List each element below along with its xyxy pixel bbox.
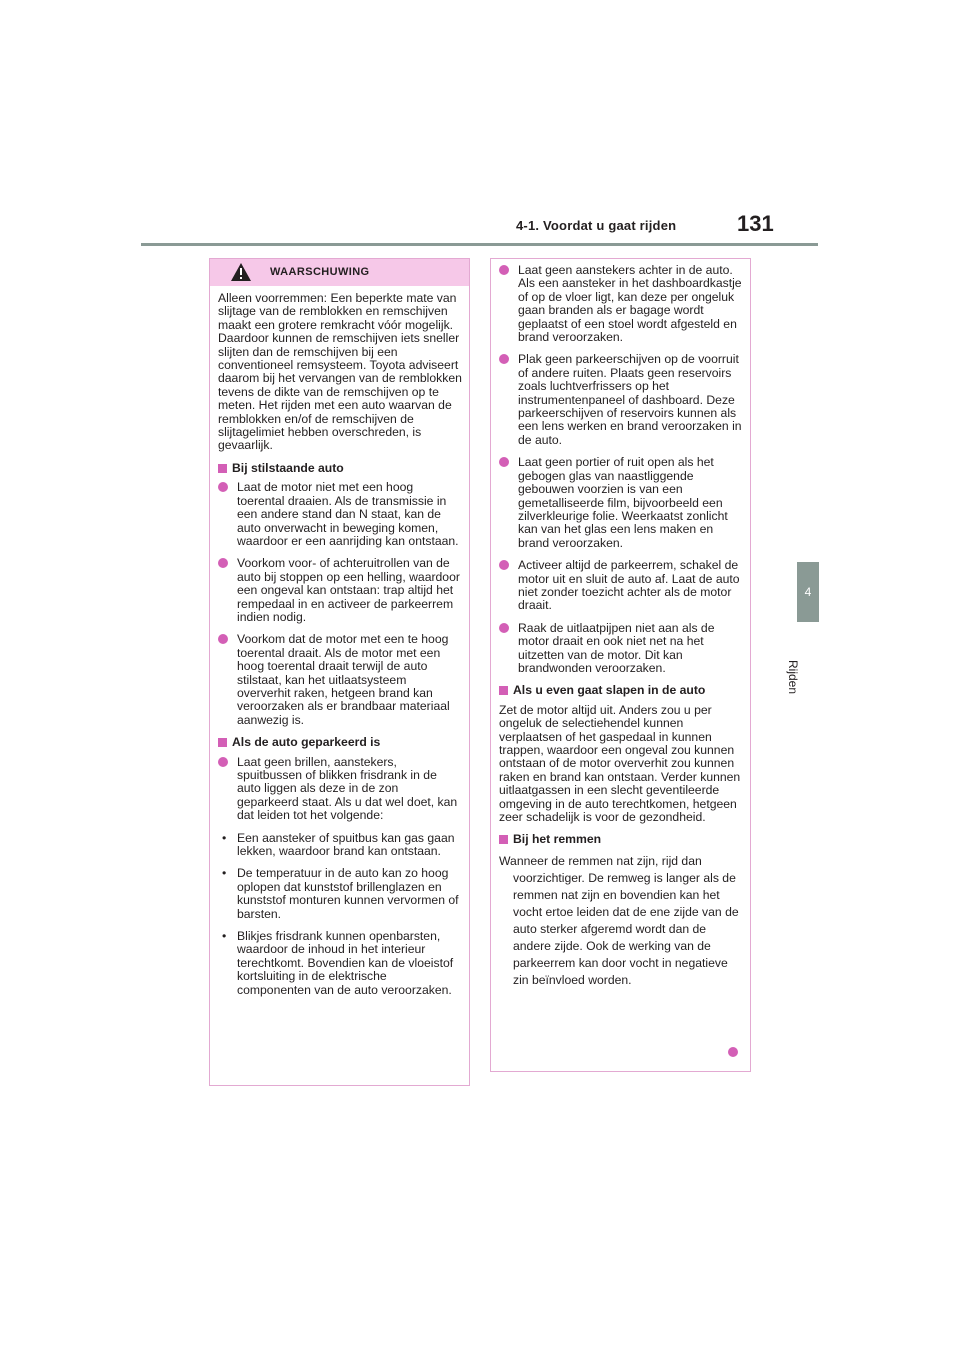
- page-number: 131: [737, 211, 774, 236]
- warning-triangle-icon: [230, 262, 252, 282]
- list-item: Voorkom voor- of achteruitrollen van de auto bij stoppen op een helling, waardoor een ongeval kan ontstaan: trap altijd het rempedaal in en activeer de parkeerrem indien nodig.: [218, 557, 462, 624]
- bullet-icon: [218, 757, 228, 767]
- list-item: Activeer altijd de parkeerrem, schakel de motor uit en sluit de auto af. Laat de auto niet zonder toezicht achter als de motor draait.: [499, 559, 743, 613]
- chapter-label: Rijden: [786, 660, 800, 695]
- sub-list-item: • Blikjes frisdrank kunnen openbarsten, waardoor de inhoud in het interieur terechtkomt. Bovendien kan de vloeistof kortsluiting in de elektrische componenten van de auto veroorzaken.: [218, 930, 462, 997]
- list-item: Plak geen parkeerschijven op de voorruit of andere ruiten. Plaats geen reservoirs zoals luchtverfrissers op het instrumentenpaneel of dashboard. Deze parkeerschijven of reservoirs kunnen als een lens werken en brand veroorzaken in de auto.: [499, 353, 743, 447]
- bullet-icon: [218, 634, 228, 644]
- list-item: Laat geen brillen, aanstekers, spuitbussen of blikken frisdrank in de auto liggen als deze in de zon geparkeerd staat. Als u dat wel doet, kan dat leiden tot het volgende:: [218, 756, 462, 823]
- list-item: Laat geen aanstekers achter in de auto. Als een aansteker in het dashboardkastje of op de vloer ligt, kan deze per ongeluk gaan branden als er bagage wordt geplaatst of een stoel wordt afgesteld en brand veroorzaken.: [499, 264, 743, 344]
- bullet-icon: [499, 457, 509, 467]
- bullet-icon: [218, 482, 228, 492]
- warning-header: [210, 259, 469, 286]
- list-item: Voorkom dat de motor met een te hoog toerental draait. Als de motor met een hoog toerental draait terwijl de auto stilstaat, kan het uitlaatsysteem oververhit raken, hetgeen brand kan veroorzaken als er brandbaar materiaal aanwezig is.: [218, 633, 462, 727]
- remmen-text: Wanneer de remmen nat zijn, rijd dan voorzichtiger. De remweg is langer als de remmen nat zijn en bovendien kan het vocht ertoe leiden dat de ene zijde van de auto sterker afgeremd wordt dan de andere zijde. Ook de werking van de parkeerrem kan door vocht in negatieve zin beïnvloed worden.: [499, 853, 739, 987]
- bullet-icon: [499, 265, 509, 275]
- list-item: Laat geen portier of ruit open als het gebogen glas van naastliggende gebouwen voorzien is van een gemetalliseerde film, bijvoorbeeld een zilverkleurige folie. Weerkaatst zonlicht kan van het glas een lens maken en brand veroorzaken.: [499, 456, 743, 550]
- warning-intro: Alleen voorremmen: Een beperkte mate van slijtage van de remblokken en remschijven maakt een grotere remkracht vóór mogelijk. Daardoor kunnen de remschijven iets sneller slijten dan de remschijven bij een conventioneel remsysteem. Toyota adviseert daarom bij het vervangen van de remblokken tevens de dikte van de remschijven op te meten. Het rijden met een auto waarvan de remblokken en/of de remschijven de slijtagelimiet hebben overschreden, is gevaarlijk.: [218, 291, 462, 453]
- sub-list-item: • Een aansteker of spuitbus kan gas gaan lekken, waardoor brand kan ontstaan.: [218, 832, 462, 859]
- end-marker-icon: [728, 1047, 738, 1057]
- header-rule: [141, 243, 818, 246]
- sub-list-item: • De temperatuur in de auto kan zo hoog oplopen dat kunststof brillenglazen en kunststof monturen kunnen vervormen of barsten.: [218, 867, 462, 921]
- bullet-icon: [499, 354, 509, 364]
- list-item: Raak de uitlaatpijpen niet aan als de motor draait en ook niet net na het uitzetten van de motor. Dit kan brandwonden veroorzaken.: [499, 622, 743, 676]
- heading-slapen: Als u even gaat slapen in de auto: [499, 684, 743, 697]
- slapen-text: Zet de motor altijd uit. Anders zou u per ongeluk de selectiehendel kunnen verplaatsen of het gaspedaal in kunnen trappen, waardoor een ongeval zou kunnen ontstaan of de motor oververhit zou kunnen raken en brand kan ontstaan. Verder kunnen uitlaatgassen in een slecht geventileerde omgeving in de auto terechtkomen, hetgeen zeer schadelijk is voor de gezondheid.: [499, 702, 741, 825]
- section-title: 4-1. Voordat u gaat rijden: [516, 218, 677, 233]
- heading-geparkeerd: Als de auto geparkeerd is: [218, 736, 462, 749]
- warning-box-left: [209, 258, 470, 1086]
- warning-box-right: [490, 258, 751, 1072]
- warning-label: WAARSCHUWING: [270, 266, 370, 278]
- bullet-icon: [499, 623, 509, 633]
- list-item: Laat de motor niet met een hoog toerental draaien. Als de transmissie in een andere stand dan N staat, kan de auto onverwacht in beweging komen, waardoor er een aanrijding kan ontstaan.: [218, 481, 462, 548]
- heading-stilstaand: Bij stilstaande auto: [218, 462, 462, 475]
- chapter-tab: 4: [797, 562, 819, 622]
- bullet-icon: [218, 558, 228, 568]
- heading-remmen: Bij het remmen: [499, 833, 743, 846]
- bullet-icon: [499, 560, 509, 570]
